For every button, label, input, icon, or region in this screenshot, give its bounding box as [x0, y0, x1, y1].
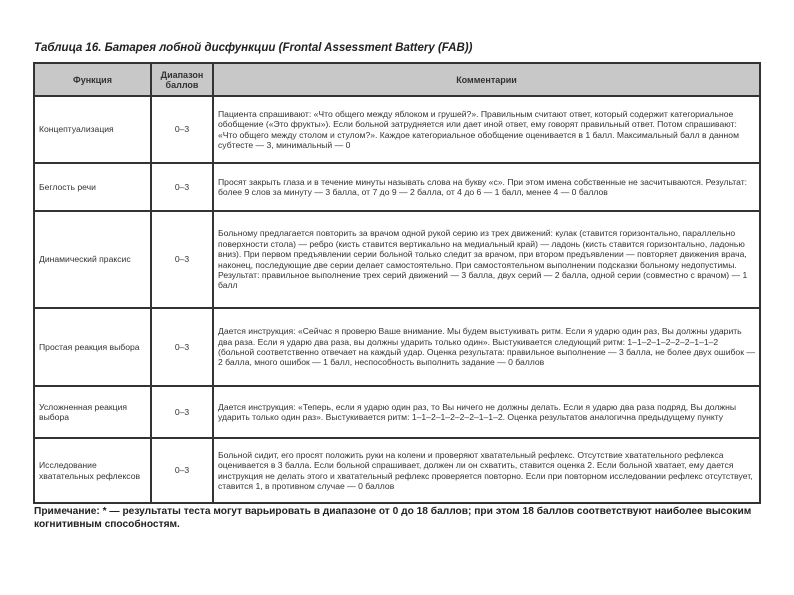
range-cell: 0–3 — [151, 163, 213, 211]
fab-table — [33, 62, 761, 504]
comment-cell: Дается инструкция: «Теперь, если я ударю один раз, то Вы ничего не должны делать. Если я ударю два раза подряд, Вы должны ударить только один раз». Выстукивается ритм: 1–1–2–1–2–2–2–1–1–2. Оценка результатов аналогична предыдущему пункту — [213, 386, 760, 438]
range-cell: 0–3 — [151, 96, 213, 163]
range-cell: 0–3 — [151, 438, 213, 503]
comment-cell: Больному предлагается повторить за врачом одной рукой серию из трех движений: кулак (ставится горизонтально, параллельно поверхности стола) — ребро (кисть ставится вертикально на медиальный край) — ладонь (кисть ставится горизонтально, ладонью вниз). При первом предъявлении серии больной только следит за врачом, при втором предъявлении — повторяет движения врача, наконец, последующие две серии делает самостоятельно. При самостоятельном выполнении подсказки больному недопустимы. Результат: правильное выполнение трех серий движений — 3 балла, двух серий — 2 балла, одной серии (совместно с врачом) — 1 балл — [213, 211, 760, 308]
table-row — [34, 211, 760, 308]
table-row — [34, 438, 760, 503]
range-cell: 0–3 — [151, 211, 213, 308]
comment-cell: Пациента спрашивают: «Что общего между яблоком и грушей?». Правильным считают ответ, который содержит категориальное обобщение («Это фрукты»). Если больной затрудняется или дает иной ответ, ему говорят правильный ответ. Потом спрашивают: «Что общего между столом и стулом?». Каждое категориальное обобщение оценивается в 1 балл. Максимальный балл в данном субтесте — 3, минимальный — 0 — [213, 96, 760, 163]
header-range: Диапазон баллов — [151, 63, 213, 96]
table-row — [34, 163, 760, 211]
function-cell: Беглость речи — [34, 163, 151, 211]
range-cell: 0–3 — [151, 386, 213, 438]
table-row — [34, 96, 760, 163]
comment-cell: Дается инструкция: «Сейчас я проверю Ваше внимание. Мы будем выстукивать ритм. Если я ударю один раз, Вы должны ударить два раза. Если я ударю два раза, вы должны ударить только один». Выстукивается следующий ритм: 1–1–2–1–2–2–2–1–1–2 (больной соответственно отвечает на каждый удар. Оценка результата: правильное выполнение — 3 балла, не более двух ошибок — 2 балла, много ошибок — 1 балл, неспособность выполнить задание — 0 баллов — [213, 308, 760, 386]
function-cell: Исследование хватательных рефлексов — [34, 438, 151, 503]
table-title: Таблица 16. Батарея лобной дисфункции (Frontal Assessment Battery (FAB)) — [34, 42, 473, 54]
range-cell: 0–3 — [151, 308, 213, 386]
table-note: Примечание: * — результаты теста могут варьировать в диапазоне от 0 до 18 баллов; при этом 18 баллов соответствуют наиболее высоким когнитивным способностям. — [34, 506, 752, 530]
function-cell: Простая реакция выбора — [34, 308, 151, 386]
function-cell: Усложненная реакция выбора — [34, 386, 151, 438]
function-cell: Динамический праксис — [34, 211, 151, 308]
header-row — [34, 63, 760, 96]
header-function: Функция — [34, 63, 151, 96]
comment-cell: Больной сидит, его просят положить руки на колени и проверяют хватательный рефлекс. Отсутствие хватательного рефлекса оценивается в 3 балла. Если больной спрашивает, должен ли он схватить, ставится оценка 2. Если больной хватает, ему дается инструкция не делать этого и хватательный рефлекс проверяется повторно. Если при повторном исследовании рефлекс отсутствует, ставится 1, в противном случае — 0 баллов — [213, 438, 760, 503]
comment-cell: Просят закрыть глаза и в течение минуты называть слова на букву «с». При этом имена собственные не засчитываются. Результат: более 9 слов за минуту — 3 балла, от 7 до 9 — 2 балла, от 4 до 6 — 1 балл, менее 4 — 0 баллов — [213, 163, 760, 211]
table-row — [34, 386, 760, 438]
table-row — [34, 308, 760, 386]
function-cell: Концептуализация — [34, 96, 151, 163]
header-comments: Комментарии — [213, 63, 760, 96]
